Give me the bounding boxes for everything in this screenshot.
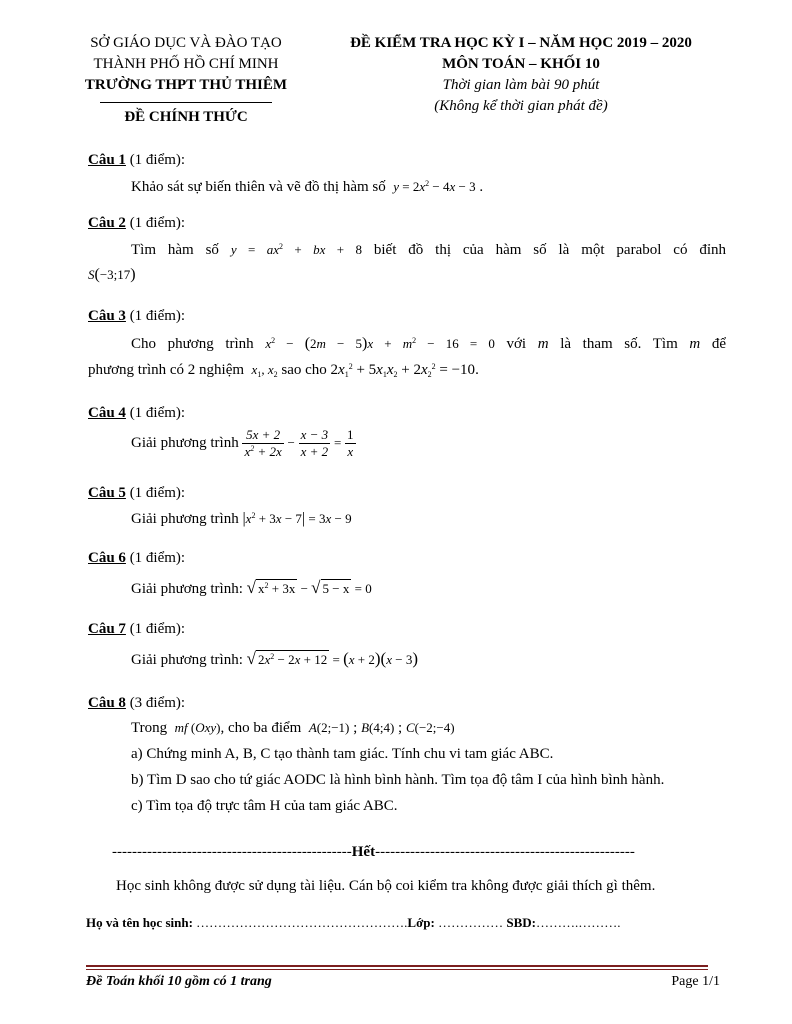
question-label: Câu 1 (88, 152, 126, 168)
question-label: Câu 6 (88, 550, 126, 566)
question-text: Cho phương trình (131, 336, 254, 352)
footer-rule (86, 965, 708, 967)
name-label: Họ và tên học sinh: (86, 915, 193, 930)
question-text: Giải phương trình (131, 434, 239, 451)
math-expression: $x^2 - (2m - 5)x + m^2 - 16 = 0$ (265, 335, 495, 352)
question-label: Câu 7 (88, 621, 126, 637)
exam-title: ĐỀ KIỂM TRA HỌC KỲ I – NĂM HỌC 2019 – 2020 (350, 35, 692, 51)
math-expression: y (393, 179, 400, 194)
question-text: Trong (131, 720, 168, 736)
end-word: Hết (351, 844, 376, 860)
question-points: (1 điểm): (125, 215, 186, 231)
question-8: Câu 8 (3 điểm): Trong mf (Oxy), cho ba điểm A(2;−1) ; B(4;4) ; C(−2;−4) a) Chứng minh A, B, C tạo thành tam giác. Tính chu vi tam giác ABC. b) Tìm D sao cho tứ giác AODC là hình bình hành. Tìm tọa độ tâm I của hình bình hành. c) Tìm tọa độ trực tâm H của tam giác ABC. (88, 693, 726, 817)
question-points: (1 điểm): (125, 485, 186, 501)
math-expression: √ $x^2 + 3x$ − √ 5 − x = 0 (246, 578, 372, 597)
question-1: Câu 1 (1 điểm): Khảo sát sự biến thiên và vẽ đồ thị hàm số $y = 2x^2 - 4x - 3$ . (88, 152, 484, 195)
question-text: , cho ba điểm (220, 720, 302, 736)
end-marker (112, 844, 684, 861)
end-dashes-right: ---------------------------------------------------- (375, 844, 635, 860)
subject-title: MÔN TOÁN – KHỐI 10 (442, 56, 600, 72)
math-expression: A(2;−1) (308, 720, 350, 735)
class-label: Lớp: (407, 915, 435, 930)
math-expression: S(−3;17) (88, 266, 136, 283)
question-label: Câu 3 (88, 308, 126, 324)
math-expression: $x_1$, $x_2$ (251, 362, 278, 379)
math-expression: mf (Oxy) (174, 720, 221, 735)
exam-time: Thời gian làm bài 90 phút (442, 77, 600, 93)
school-name: TRƯỜNG THPT THỦ THIÊM (84, 77, 288, 93)
question-text: phương trình có 2 nghiệm (88, 362, 245, 378)
exam-time-note: (Không kể thời gian phát đề) (434, 98, 608, 114)
question-points: (3 điểm): (125, 695, 186, 711)
exam-note: Học sinh không được sử dụng tài liệu. Cán bộ coi kiểm tra không được giải thích gì thêm. (116, 878, 656, 894)
name-blank: …………………………………………. (192, 915, 408, 930)
question-2 (88, 213, 726, 286)
question-text: Giải phương trình (131, 511, 239, 527)
math-expression: C(−2;−4) (405, 720, 455, 735)
city-name: THÀNH PHỐ HỒ CHÍ MINH (93, 56, 279, 72)
header-divider (100, 102, 272, 103)
question-3: Câu 3 (1 điểm): Cho phương trình $x^2 - (2m - 5)x + m^2 - 16 = 0$ với m là tham số. Tìm m để phương trình có 2 nghiệm $x_1$, $x_2$ sao cho $2x_1^2 + 5x_1x_2 + 2x_2^2 = -10$. (88, 308, 727, 379)
question-7 (88, 619, 726, 671)
end-dashes-left: ------------------------------------------------ (112, 844, 352, 860)
question-8-part-b: b) Tìm D sao cho tứ giác AODC là hình bình hành. Tìm tọa độ tâm I của hình bình hành. (131, 772, 665, 788)
sbd-blank: ……….………. (535, 915, 621, 930)
question-text: sao cho (281, 362, 327, 378)
question-text: để (711, 336, 727, 352)
student-info-line (86, 915, 620, 931)
math-expression: $\frac{5x + 2}{x^2 + 2x}$ − $\frac{x - 3}{x + 2}$ = $\frac{1}{x}$ (244, 427, 354, 459)
question-points: (1 điểm): (125, 621, 186, 637)
footer-rule-thin (86, 969, 708, 970)
official-label: ĐỀ CHÍNH THỨC (124, 109, 248, 125)
header-right (316, 33, 726, 117)
question-text: Giải phương trình: (131, 652, 243, 668)
question-label: Câu 8 (88, 695, 126, 711)
header-left (66, 33, 306, 128)
question-points: (1 điểm): (125, 308, 186, 324)
question-8-part-c: c) Tìm tọa độ trực tâm H của tam giác ABC. (131, 798, 398, 814)
question-points: (1 điểm): (125, 152, 186, 168)
question-text: là tham số. Tìm (560, 336, 678, 352)
question-text: với (506, 336, 527, 352)
question-text: Tìm hàm số (131, 242, 219, 258)
math-expression: B(4;4) (361, 720, 395, 735)
math-expression: √ $2x^2 - 2x + 12 = (x + 2)(x - 3)$ (246, 649, 418, 668)
page-number: Page 1/1 (671, 974, 720, 989)
math-expression: $y = ax^2$ + bx + 8 (230, 242, 362, 257)
math-expression: $|x^2 + 3x - 7| = 3x - 9$ (242, 510, 352, 527)
question-label: Câu 2 (88, 215, 126, 231)
class-blank: …………… (434, 915, 504, 930)
sbd-label: SBD: (503, 915, 536, 930)
question-5 (88, 483, 726, 530)
question-text: Giải phương trình: (131, 581, 243, 597)
question-label: Câu 4 (88, 405, 126, 421)
question-points: (1 điểm): (125, 550, 186, 566)
math-expression: $2x_1^2 + 5x_1x_2 + 2x_2^2 = -10$ (330, 362, 476, 379)
question-points: (1 điểm): (125, 405, 186, 421)
question-text: Khảo sát sự biến thiên và vẽ đồ thị hàm số (131, 179, 386, 195)
question-6 (88, 548, 726, 600)
question-text: biết đồ thị của hàm số là một parabol có đỉnh (373, 242, 726, 258)
page-count-note: Đề Toán khối 10 gồm có 1 trang (86, 974, 272, 989)
question-label: Câu 5 (88, 485, 126, 501)
question-8-part-a: a) Chứng minh A, B, C tạo thành tam giác. Tính chu vi tam giác ABC. (131, 746, 554, 762)
question-4 (88, 403, 726, 460)
department-name: SỞ GIÁO DỤC VÀ ĐÀO TẠO (90, 35, 282, 51)
